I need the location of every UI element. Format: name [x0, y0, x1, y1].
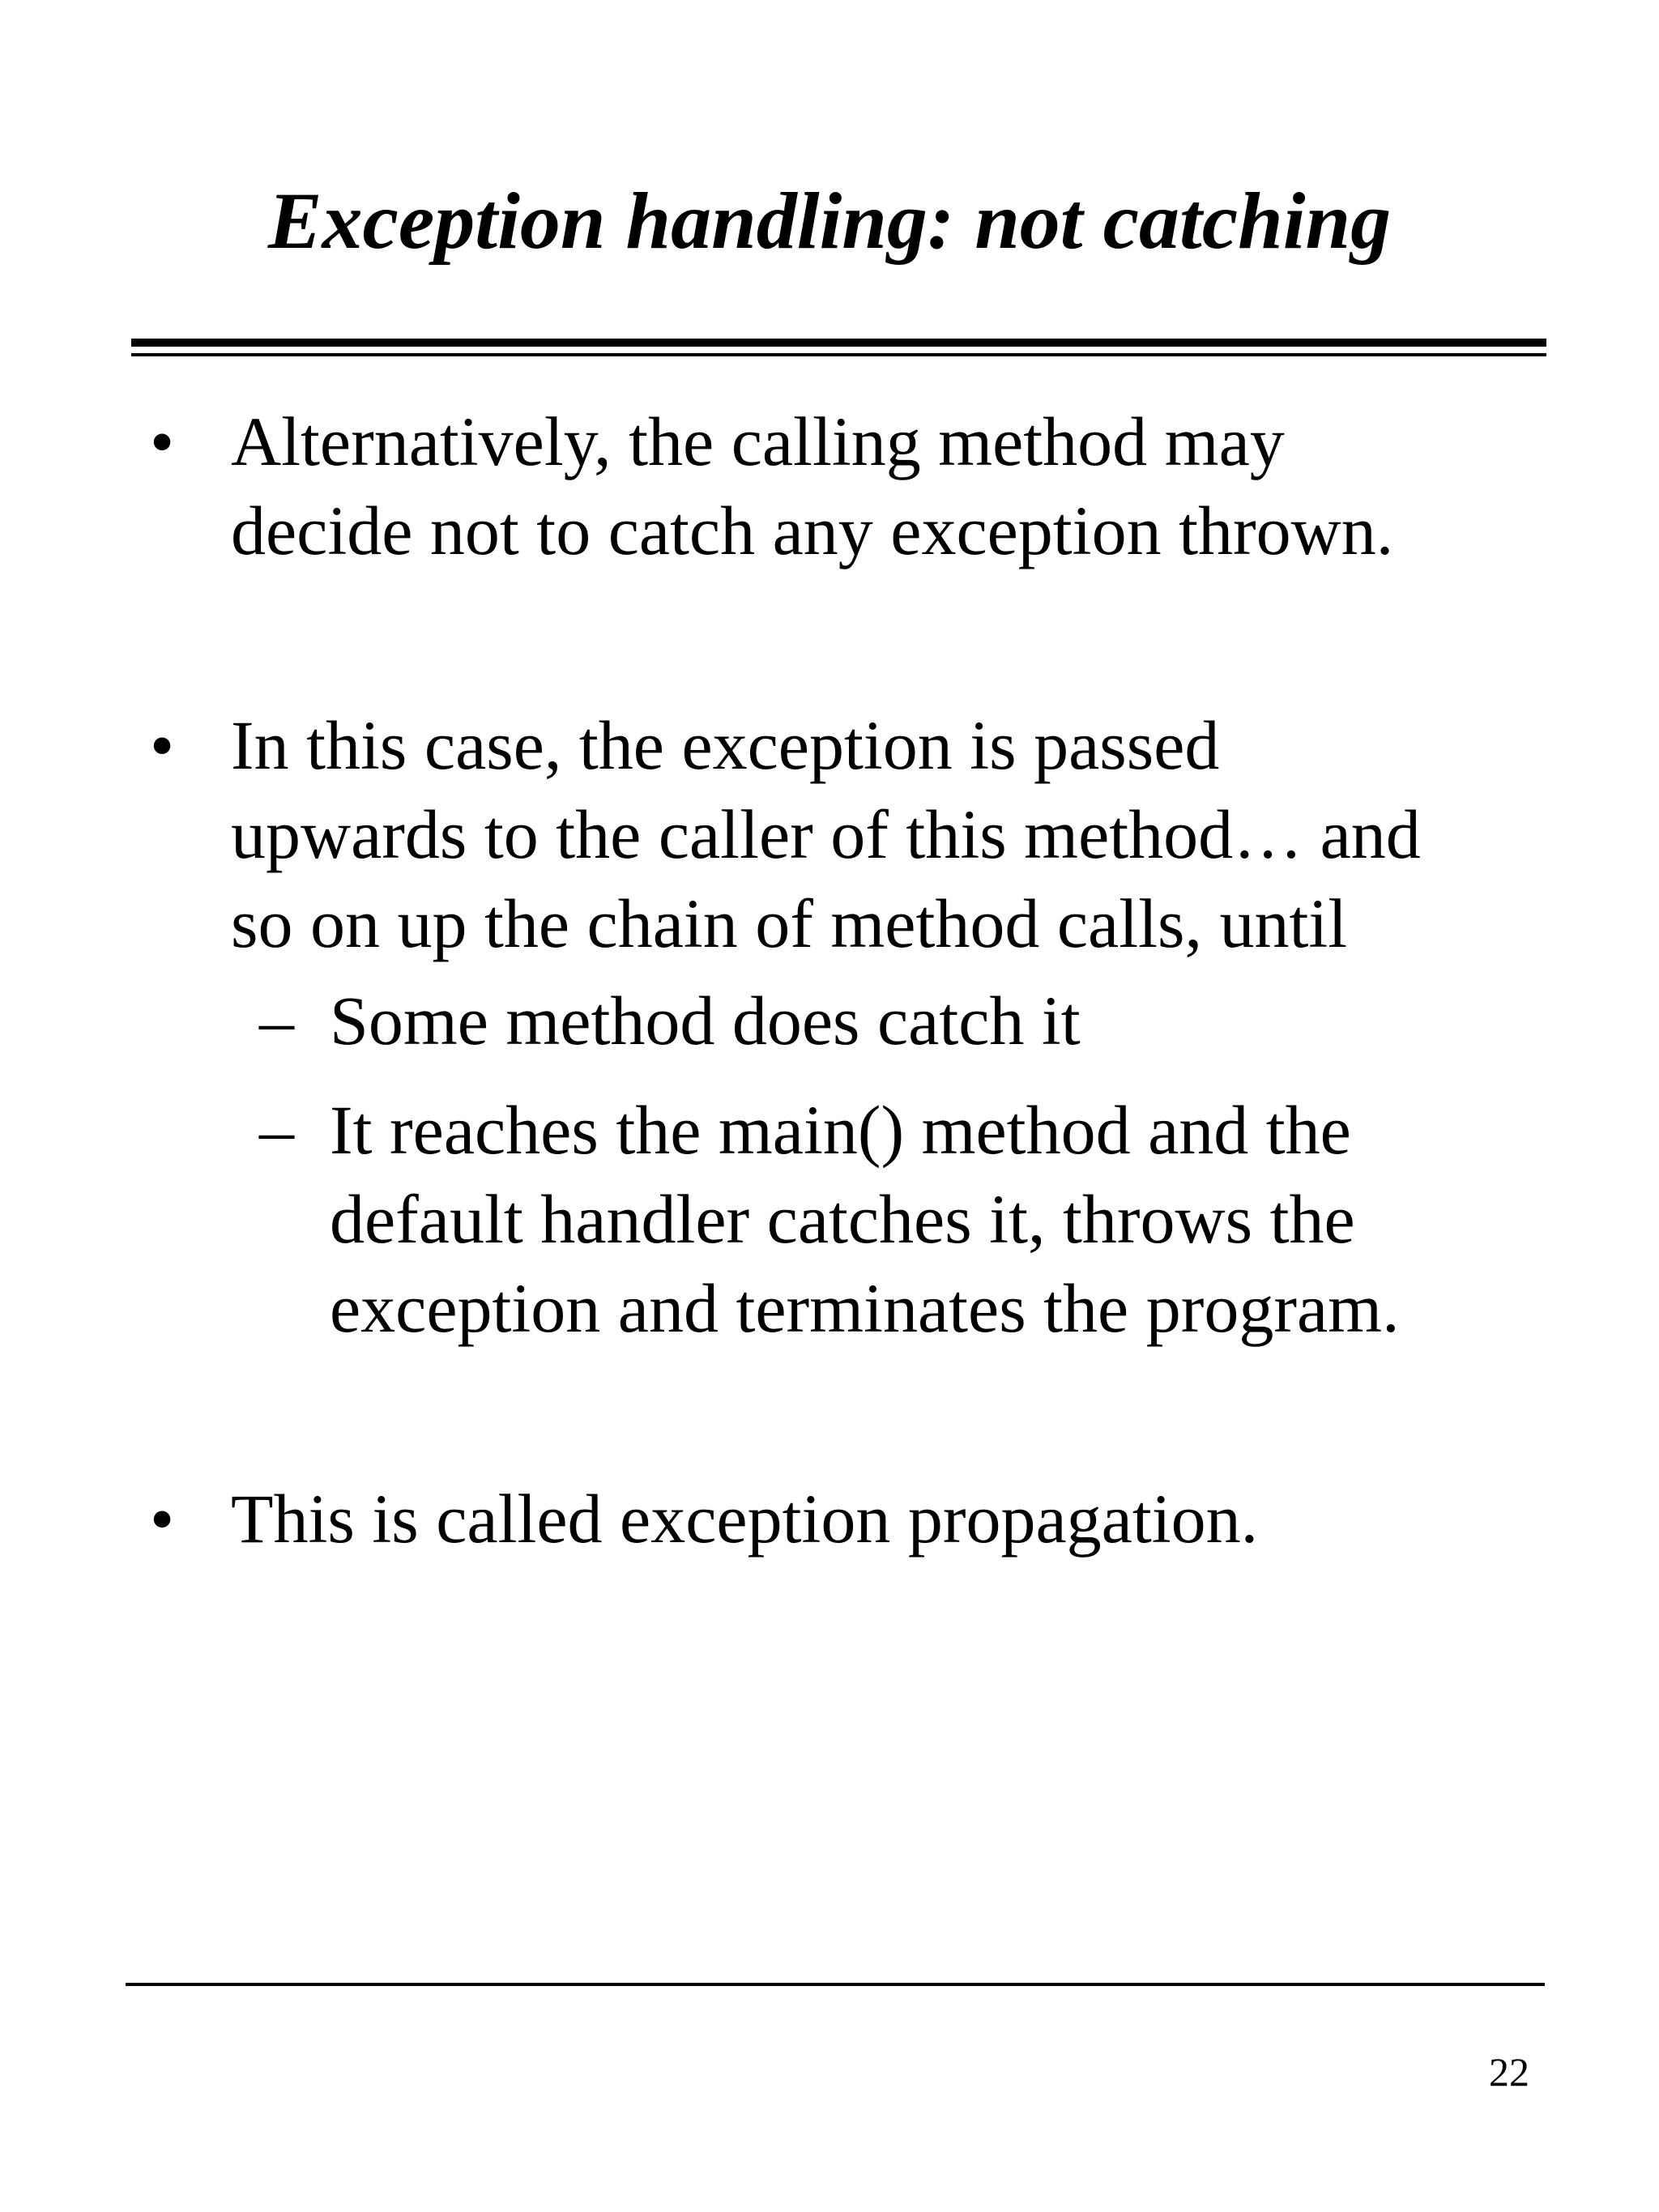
bullet-line: Alternatively, the calling method may: [231, 403, 1285, 480]
bullet-line: so on up the chain of method calls, until: [231, 884, 1348, 962]
bullet-marker: •: [150, 1480, 175, 1558]
footer-divider: [126, 1983, 1545, 1986]
bullet-marker: •: [150, 403, 175, 480]
sub-bullet-item: [330, 1085, 1577, 1353]
sub-bullet-item: [330, 976, 1577, 1065]
sub-bullet-line: It reaches the main() method and the: [330, 1091, 1351, 1169]
bullet-line: upwards to the caller of this method… and: [231, 795, 1421, 873]
bullet-line: This is called exception propagation.: [231, 1480, 1259, 1558]
slide-title: Exception handling: not catching: [267, 176, 1392, 266]
bullet-line: decide not to catch any exception thrown.: [231, 492, 1394, 569]
sub-bullet-line: exception and terminates the program.: [330, 1269, 1400, 1347]
bullet-marker: •: [150, 706, 175, 784]
bullet-item: [231, 1474, 1592, 1563]
bullet-item: [231, 701, 1592, 968]
page-number: 22: [1489, 2049, 1529, 2095]
bullet-line: In this case, the exception is passed: [231, 706, 1220, 784]
sub-bullet-line: Some method does catch it: [330, 982, 1081, 1059]
sub-bullet-line: default handler catches it, throws the: [330, 1180, 1355, 1258]
sub-bullet-marker: –: [259, 1091, 294, 1169]
bullet-item: [231, 397, 1592, 575]
sub-bullet-marker: –: [259, 982, 294, 1059]
